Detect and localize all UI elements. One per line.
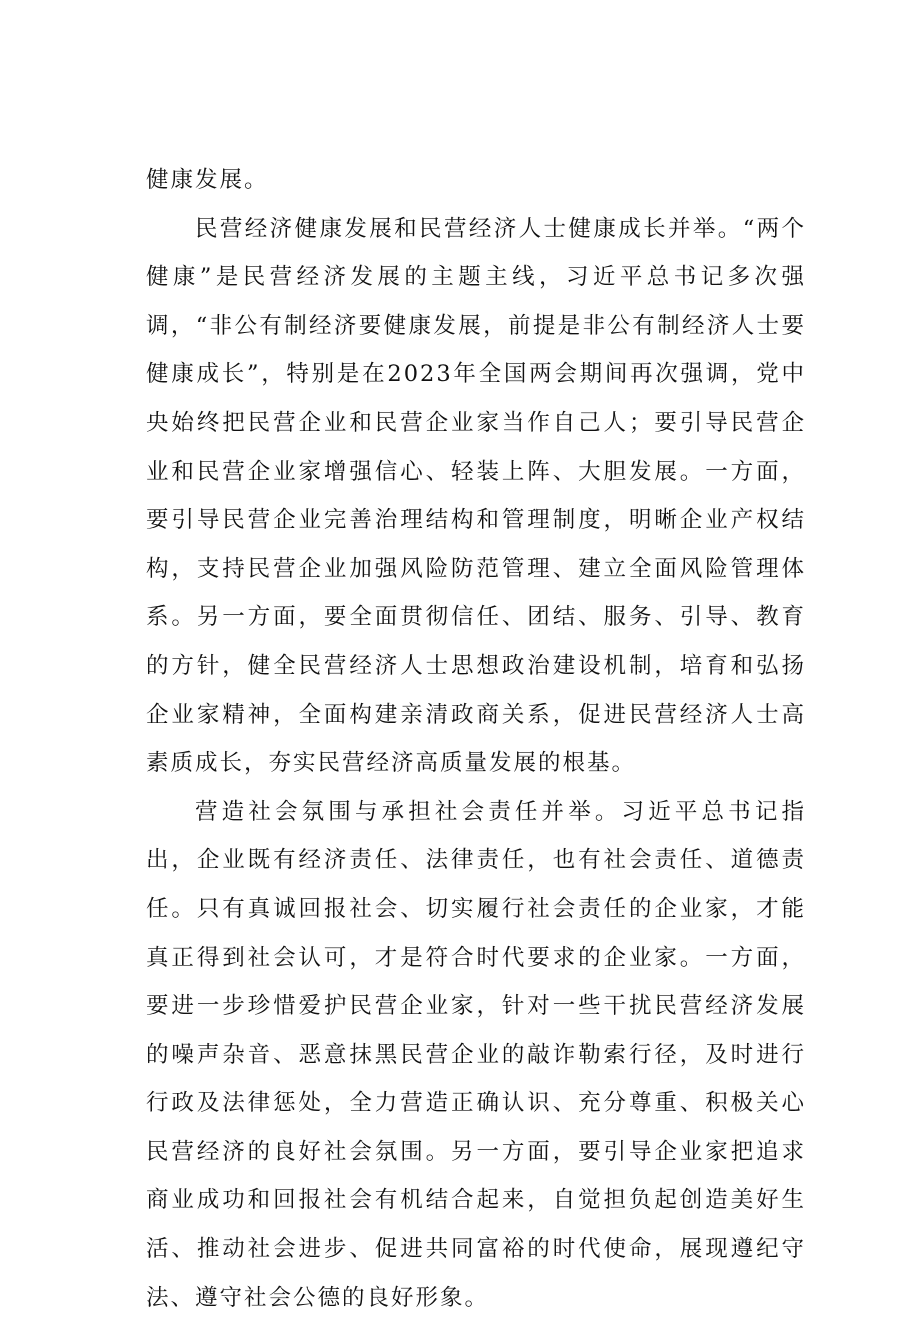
paragraph-continuation: 健康发展。 xyxy=(146,167,269,193)
paragraph-two-healthy: 民营经济健康发展和民营经济人士健康成长并举。“两个健康”是民营经济发展的主题主线，习近平总书记多次强调，“非公有制经济要健康发展，前提是非公有制经济人士要健康成长”，特别是在2023年全国两会期间再次强调，党中央始终把民营企业和民营企业家当作自己人；要引导民营企业和民营企业家增强信心、轻装上阵、大胆发展。一方面，要引导民营企业完善治理结构和管理制度，明晰企业产权结构，支持民营企业加强风险防范管理、建立全面风险管理体系。另一方面，要全面贯彻信任、团结、服务、引导、教育的方针，健全民营经济人士思想政治建设机制，培育和弘扬企业家精神，全面构建亲清政商关系，促进民营经济人士高素质成长，夯实民营经济高质量发展的根基。 xyxy=(146,215,806,777)
document-body xyxy=(146,156,806,1322)
paragraph-social-responsibility: 营造社会氛围与承担社会责任并举。习近平总书记指出，企业既有经济责任、法律责任，也有社会责任、道德责任。只有真诚回报社会、切实履行社会责任的企业家，才能真正得到社会认可，才是符合时代要求的企业家。一方面，要进一步珍惜爱护民营企业家，针对一些干扰民营经济发展的噪声杂音、恶意抹黑民营企业的敲诈勒索行径，及时进行行政及法律惩处，全力营造正确认识、充分尊重、积极关心民营经济的良好社会氛围。另一方面，要引导企业家把追求商业成功和回报社会有机结合起来，自觉担负起创造美好生活、推动社会进步、促进共同富裕的时代使命，展现遵纪守法、遵守社会公德的良好形象。 xyxy=(146,798,806,1311)
